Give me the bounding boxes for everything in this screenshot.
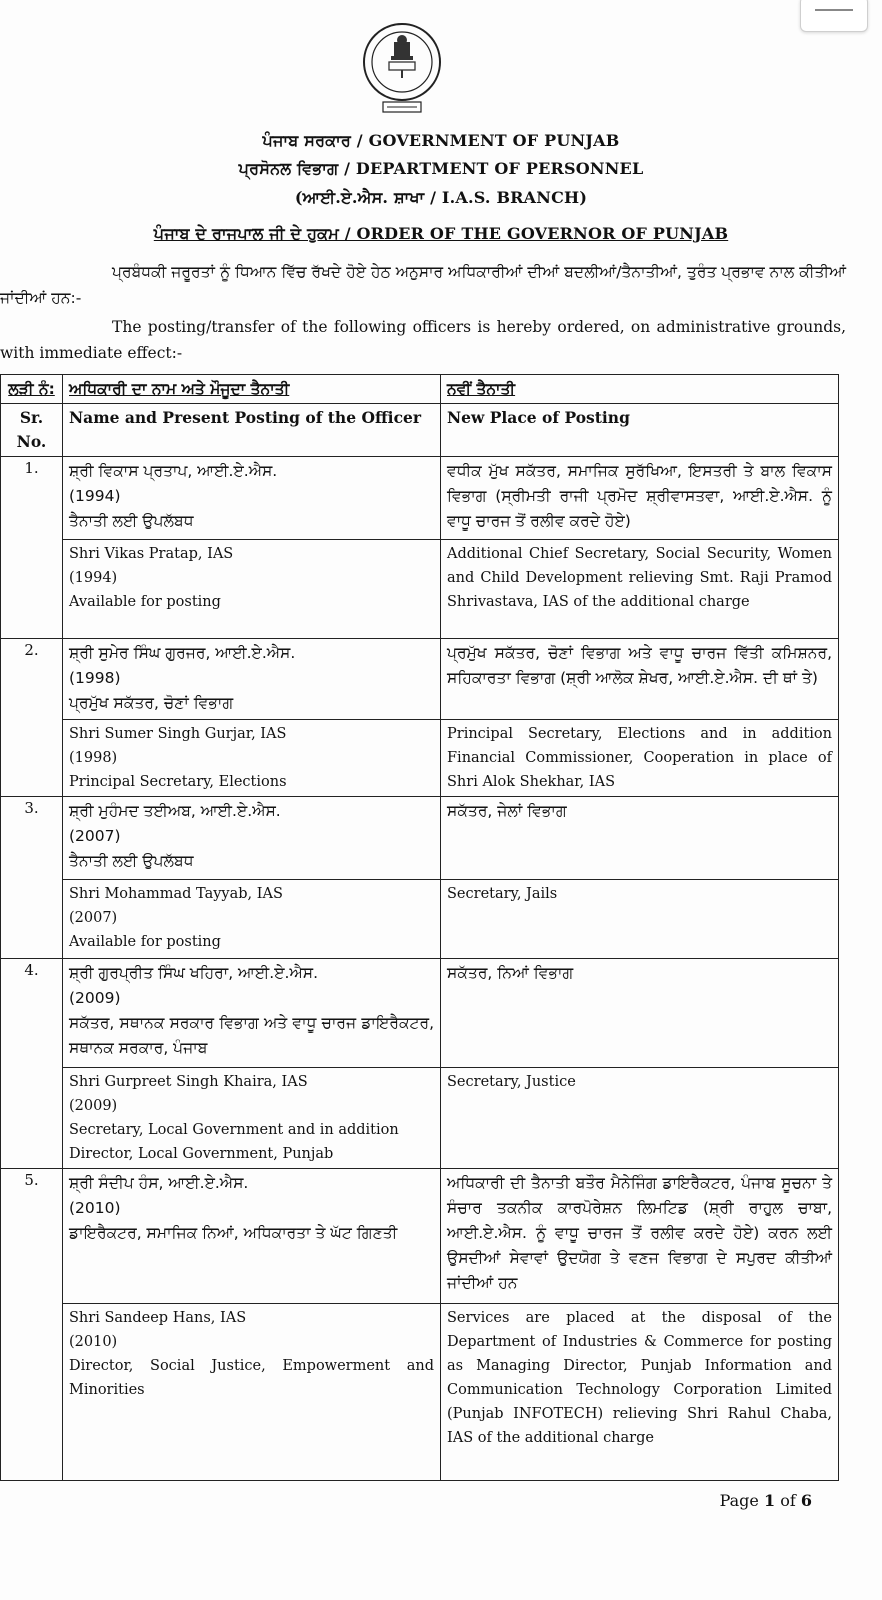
col-sr-pun: ਲੜੀ ਨੰ: bbox=[1, 375, 63, 404]
posting-english: Secretary, Justice bbox=[441, 1068, 839, 1169]
order-title: ਪੰਜਾਬ ਦੇ ਰਾਜਪਾਲ ਜੀ ਦੇ ਹੁਕਮ / ORDER OF THE GOVERNOR OF PUNJAB bbox=[153, 224, 729, 243]
table-row bbox=[1, 1304, 839, 1481]
postings-table bbox=[0, 374, 839, 1481]
serial-number: 4. bbox=[1, 959, 63, 1169]
page-indicator: Page 1 of 6 bbox=[719, 1491, 812, 1510]
posting-english: Principal Secretary, Elections and in addition Financial Commissioner, Cooperation in place of Shri Alok Shekhar, IAS bbox=[441, 720, 839, 797]
serial-number: 5. bbox=[1, 1169, 63, 1481]
posting-punjabi: ਵਧੀਕ ਮੁੱਖ ਸਕੱਤਰ, ਸਮਾਜਿਕ ਸੁਰੱਖਿਆ, ਇਸਤਰੀ ਤੇ ਬਾਲ ਵਿਕਾਸ ਵਿਭਾਗ (ਸ੍ਰੀਮਤੀ ਰਾਜੀ ਪ੍ਰਮੋਦ ਸ਼੍ਰੀਵਾਸਤਵਾ, ਆਈ.ਏ.ਐਸ. ਨੂੰ ਵਾਧੂ ਚਾਰਜ ਤੋਂ ਰਲੀਵ ਕਰਦੇ ਹੋਏ) bbox=[441, 457, 839, 540]
officer-english: Shri Vikas Pratap, IAS (1994) Available for posting bbox=[63, 540, 441, 639]
table-row bbox=[1, 880, 839, 959]
officer-english: Shri Sumer Singh Gurjar, IAS (1998) Principal Secretary, Elections bbox=[63, 720, 441, 797]
header-department: ਪ੍ਰਸੋਨਲ ਵਿਭਾਗ / DEPARTMENT OF PERSONNEL bbox=[238, 159, 644, 178]
officer-english: Shri Mohammad Tayyab, IAS (2007) Available for posting bbox=[63, 880, 441, 959]
table-row bbox=[1, 457, 839, 540]
table-row bbox=[1, 540, 839, 639]
table-row bbox=[1, 1169, 839, 1304]
officer-punjabi: ਸ਼੍ਰੀ ਵਿਕਾਸ ਪ੍ਰਤਾਪ, ਆਈ.ਏ.ਐਸ. (1994) ਤੈਨਾਤੀ ਲਈ ਉਪਲੱਬਧ bbox=[63, 457, 441, 540]
intro-english: The posting/transfer of the following officers is hereby ordered, on administrative grounds, with immediate effect:- bbox=[0, 318, 846, 362]
header-government: ਪੰਜਾਬ ਸਰਕਾਰ / GOVERNMENT OF PUNJAB bbox=[262, 131, 620, 150]
table-row bbox=[1, 959, 839, 1068]
table-header-punjabi bbox=[1, 375, 839, 404]
posting-punjabi: ਅਧਿਕਾਰੀ ਦੀ ਤੈਨਾਤੀ ਬਤੌਰ ਮੈਨੇਜਿੰਗ ਡਾਇਰੈਕਟਰ, ਪੰਜਾਬ ਸੂਚਨਾ ਤੇ ਸੰਚਾਰ ਤਕਨੀਕ ਕਾਰਪੋਰੇਸ਼ਨ ਲਿਮਟਿਡ (ਸ਼੍ਰੀ ਰਾਹੁਲ ਚਾਬਾ, ਆਈ.ਏ.ਐਸ. ਨੂੰ ਵਾਧੂ ਚਾਰਜ ਤੋਂ ਰਲੀਵ ਕਰਦੇ ਹੋਏ) ਕਰਨ ਲਈ ਉਸਦੀਆਂ ਸੇਵਾਵਾਂ ਉਦਯੋਗ ਤੇ ਵਣਜ ਵਿਭਾਗ ਦੇ ਸਪੁਰਦ ਕੀਤੀਆਂ ਜਾਂਦੀਆਂ ਹਨ bbox=[441, 1169, 839, 1304]
intro-punjabi: ਪ੍ਰਬੰਧਕੀ ਜਰੂਰਤਾਂ ਨੂੰ ਧਿਆਨ ਵਿੱਚ ਰੱਖਦੇ ਹੋਏ ਹੇਠ ਅਨੁਸਾਰ ਅਧਿਕਾਰੀਆਂ ਦੀਆਂ ਬਦਲੀਆਂ/ਤੈਨਾਤੀਆਂ, ਤੁਰੰਤ ਪ੍ਰਭਾਵ ਨਾਲ ਕੀਤੀਆਂ ਜਾਂਦੀਆਂ ਹਨ:- bbox=[0, 263, 846, 307]
posting-punjabi: ਸਕੱਤਰ, ਨਿਆਂ ਵਿਭਾਗ bbox=[441, 959, 839, 1068]
header-branch: (ਆਈ.ਏ.ਐਸ. ਸ਼ਾਖਾ / I.A.S. BRANCH) bbox=[294, 188, 588, 207]
officer-punjabi: ਸ਼੍ਰੀ ਸੰਦੀਪ ਹੰਸ, ਆਈ.ਏ.ਐਸ. (2010) ਡਾਇਰੈਕਟਰ, ਸਮਾਜਿਕ ਨਿਆਂ, ਅਧਿਕਾਰਤਾ ਤੇ ਘੱਟ ਗਿਣਤੀ bbox=[63, 1169, 441, 1304]
serial-number: 2. bbox=[1, 639, 63, 797]
officer-english: Shri Sandeep Hans, IAS (2010) Director, Social Justice, Empowerment and Minorities bbox=[63, 1304, 441, 1481]
table-header-english bbox=[1, 404, 839, 457]
col-sr-eng: Sr. No. bbox=[1, 404, 63, 457]
serial-number: 3. bbox=[1, 797, 63, 959]
officer-punjabi: ਸ਼੍ਰੀ ਸੁਮੇਰ ਸਿੰਘ ਗੁਰਜਰ, ਆਈ.ਏ.ਐਸ. (1998) ਪ੍ਰਮੁੱਖ ਸਕੱਤਰ, ਚੋਣਾਂ ਵਿਭਾਗ bbox=[63, 639, 441, 720]
posting-english: Additional Chief Secretary, Social Security, Women and Child Development relieving Smt. Raji Pramod Shrivastava, IAS of the additional charge bbox=[441, 540, 839, 639]
posting-punjabi: ਸਕੱਤਰ, ਜੇਲਾਂ ਵਿਭਾਗ bbox=[441, 797, 839, 880]
table-row bbox=[1, 797, 839, 880]
col-officer-eng: Name and Present Posting of the Officer bbox=[63, 404, 441, 457]
table-row bbox=[1, 639, 839, 720]
punjab-emblem-icon bbox=[361, 20, 443, 118]
posting-punjabi: ਪ੍ਰਮੁੱਖ ਸਕੱਤਰ, ਚੋਣਾਂ ਵਿਭਾਗ ਅਤੇ ਵਾਧੂ ਚਾਰਜ ਵਿੱਤੀ ਕਮਿਸ਼ਨਰ, ਸਹਿਕਾਰਤਾ ਵਿਭਾਗ (ਸ਼੍ਰੀ ਆਲੋਕ ਸ਼ੇਖਰ, ਆਈ.ਏ.ਐਸ. ਦੀ ਥਾਂ ਤੇ) bbox=[441, 639, 839, 720]
officer-english: Shri Gurpreet Singh Khaira, IAS (2009) Secretary, Local Government and in addition Director, Local Government, Punjab bbox=[63, 1068, 441, 1169]
officer-punjabi: ਸ਼੍ਰੀ ਗੁਰਪ੍ਰੀਤ ਸਿੰਘ ਖਹਿਰਾ, ਆਈ.ਏ.ਐਸ. (2009) ਸਕੱਤਰ, ਸਥਾਨਕ ਸਰਕਾਰ ਵਿਭਾਗ ਅਤੇ ਵਾਧੂ ਚਾਰਜ ਡਾਇਰੈਕਟਰ, ਸਥਾਨਕ ਸਰਕਾਰ, ਪੰਜਾਬ bbox=[63, 959, 441, 1068]
table-row bbox=[1, 720, 839, 797]
menu-handle[interactable] bbox=[800, 0, 868, 32]
posting-english: Services are placed at the disposal of the Department of Industries & Commerce for posting as Managing Director, Punjab Information and Communication Technology Corporation Limited (Punjab INFOTECH) relieving Shri Rahul Chaba, IAS of the additional charge bbox=[441, 1304, 839, 1481]
posting-english: Secretary, Jails bbox=[441, 880, 839, 959]
officer-punjabi: ਸ਼੍ਰੀ ਮੁਹੰਮਦ ਤਈਅਬ, ਆਈ.ਏ.ਐਸ. (2007) ਤੈਨਾਤੀ ਲਈ ਉਪਲੱਬਧ bbox=[63, 797, 441, 880]
col-posting-pun: ਨਵੀਂ ਤੈਨਾਤੀ bbox=[441, 375, 839, 404]
serial-number: 1. bbox=[1, 457, 63, 639]
col-posting-eng: New Place of Posting bbox=[441, 404, 839, 457]
col-officer-pun: ਅਧਿਕਾਰੀ ਦਾ ਨਾਮ ਅਤੇ ਮੌਜੂਦਾ ਤੈਨਾਤੀ bbox=[63, 375, 441, 404]
table-row bbox=[1, 1068, 839, 1169]
